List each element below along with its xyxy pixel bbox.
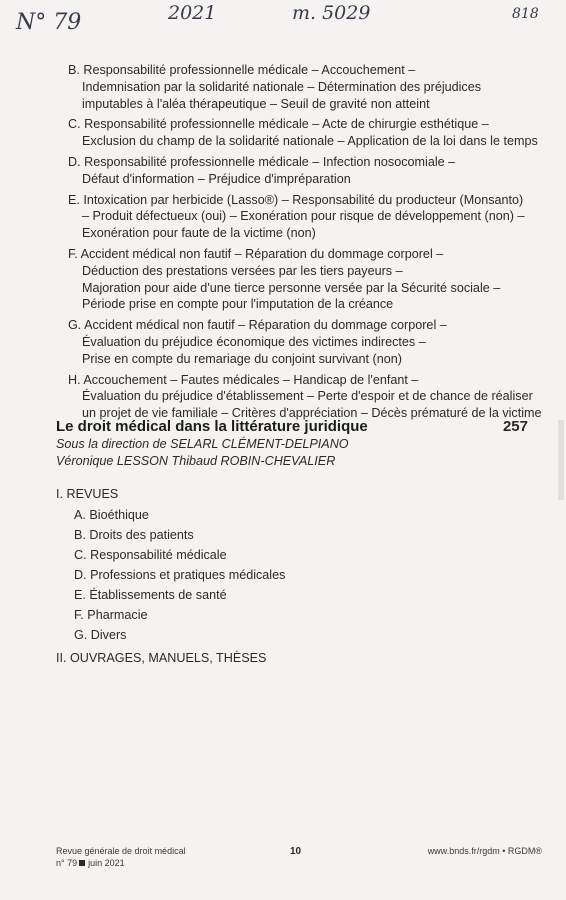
toc-entry-f xyxy=(68,246,538,313)
toc-subitem: G. Divers xyxy=(74,628,127,642)
handwritten-page-ref: 818 xyxy=(512,6,539,22)
section-byline-authors: Véronique LESSON Thibaud ROBIN-CHEVALIER xyxy=(56,454,336,468)
footer-journal-name: Revue générale de droit médical xyxy=(56,846,186,856)
toc-line: E. Intoxication par herbicide (Lasso®) – Responsabilité du producteur (Monsanto) xyxy=(68,192,524,207)
toc-line: B. Responsabilité professionnelle médicale – Accouchement – xyxy=(68,63,416,77)
toc-entry-c xyxy=(68,116,538,150)
toc-entry-e xyxy=(68,192,538,242)
toc-subitem: C. Responsabilité médicale xyxy=(74,548,227,562)
toc-line: Exonération pour faute de la victime (non) xyxy=(82,226,316,241)
footer-website: www.bnds.fr/rgdm • RGDM® xyxy=(427,846,542,856)
toc-entry-g xyxy=(68,317,538,367)
page-edge-shadow xyxy=(558,420,564,500)
toc-subitem: E. Établissements de santé xyxy=(74,588,227,602)
toc-line: Évaluation du préjudice économique des victimes indirectes – xyxy=(82,334,426,349)
toc-line: Défaut d'information – Préjudice d'impréparation xyxy=(82,171,351,186)
table-of-contents-top xyxy=(68,62,542,426)
toc-group-revues: I. REVUES xyxy=(56,487,119,501)
toc-entry-d xyxy=(68,154,538,188)
handwritten-reference: m. 5029 xyxy=(292,2,371,24)
toc-line: C. Responsabilité professionnelle médicale – Acte de chirurgie esthétique – xyxy=(68,117,489,132)
toc-line: Déduction des prestations versées par les tiers payeurs – xyxy=(82,263,403,278)
toc-line: Prise en compte du remariage du conjoint survivant (non) xyxy=(82,351,402,366)
section-title: Le droit médical dans la littérature juridique xyxy=(56,418,368,435)
toc-entry-b xyxy=(68,62,538,112)
section-header xyxy=(56,418,526,470)
toc-line: G. Accident médical non fautif – Réparation du dommage corporel – xyxy=(68,318,447,333)
toc-group-ouvrages: II. OUVRAGES, MANUELS, THÈSES xyxy=(56,651,267,665)
toc-subitem: B. Droits des patients xyxy=(74,528,194,542)
toc-line: Exclusion du champ de la solidarité nationale – Application de la loi dans le temps xyxy=(82,134,538,149)
handwritten-issue-number: N° 79 xyxy=(16,10,82,35)
toc-subitem: F. Pharmacie xyxy=(74,608,148,622)
toc-subitem: D. Professions et pratiques médicales xyxy=(74,568,286,582)
toc-entry-h xyxy=(68,372,542,422)
toc-line: H. Accouchement – Fautes médicales – Handicap de l'enfant – xyxy=(68,372,419,387)
section-byline-director: Sous la direction de SELARL CLÉMENT-DELPIANO xyxy=(56,437,349,451)
toc-line: Majoration pour aide d'une tierce personne versée par la Sécurité sociale – xyxy=(82,280,501,295)
section-page-number: 257 xyxy=(502,418,528,435)
handwritten-year: 2021 xyxy=(168,2,217,24)
toc-line: imputables à l'aléa thérapeutique – Seuil de gravité non atteint xyxy=(82,96,430,111)
toc-line: F. Accident médical non fautif – Réparation du dommage corporel – xyxy=(68,246,444,261)
toc-line: – Produit défectueux (oui) – Exonération pour risque de développement (non) – xyxy=(82,209,525,224)
toc-line: un projet de vie familiale – Critères d'appréciation – Décès prématuré de la victime xyxy=(82,406,542,421)
toc-line: D. Responsabilité professionnelle médicale – Infection nosocomiale – xyxy=(68,154,456,169)
square-bullet-icon xyxy=(79,860,85,866)
toc-line: Indemnisation par la solidarité nationale – Détermination des préjudices xyxy=(82,79,482,94)
footer-issue: n° 79 juin 2021 xyxy=(56,858,125,868)
toc-line: Évaluation du préjudice d'établissement – Perte d'espoir et de chance de réaliser xyxy=(82,389,533,404)
toc-subitem: A. Bioéthique xyxy=(74,508,149,522)
table-of-contents-section xyxy=(56,486,526,667)
toc-line: Période prise en compte pour l'imputation de la créance xyxy=(82,297,394,312)
footer-page-number: 10 xyxy=(290,846,302,857)
footer-journal xyxy=(56,845,186,869)
